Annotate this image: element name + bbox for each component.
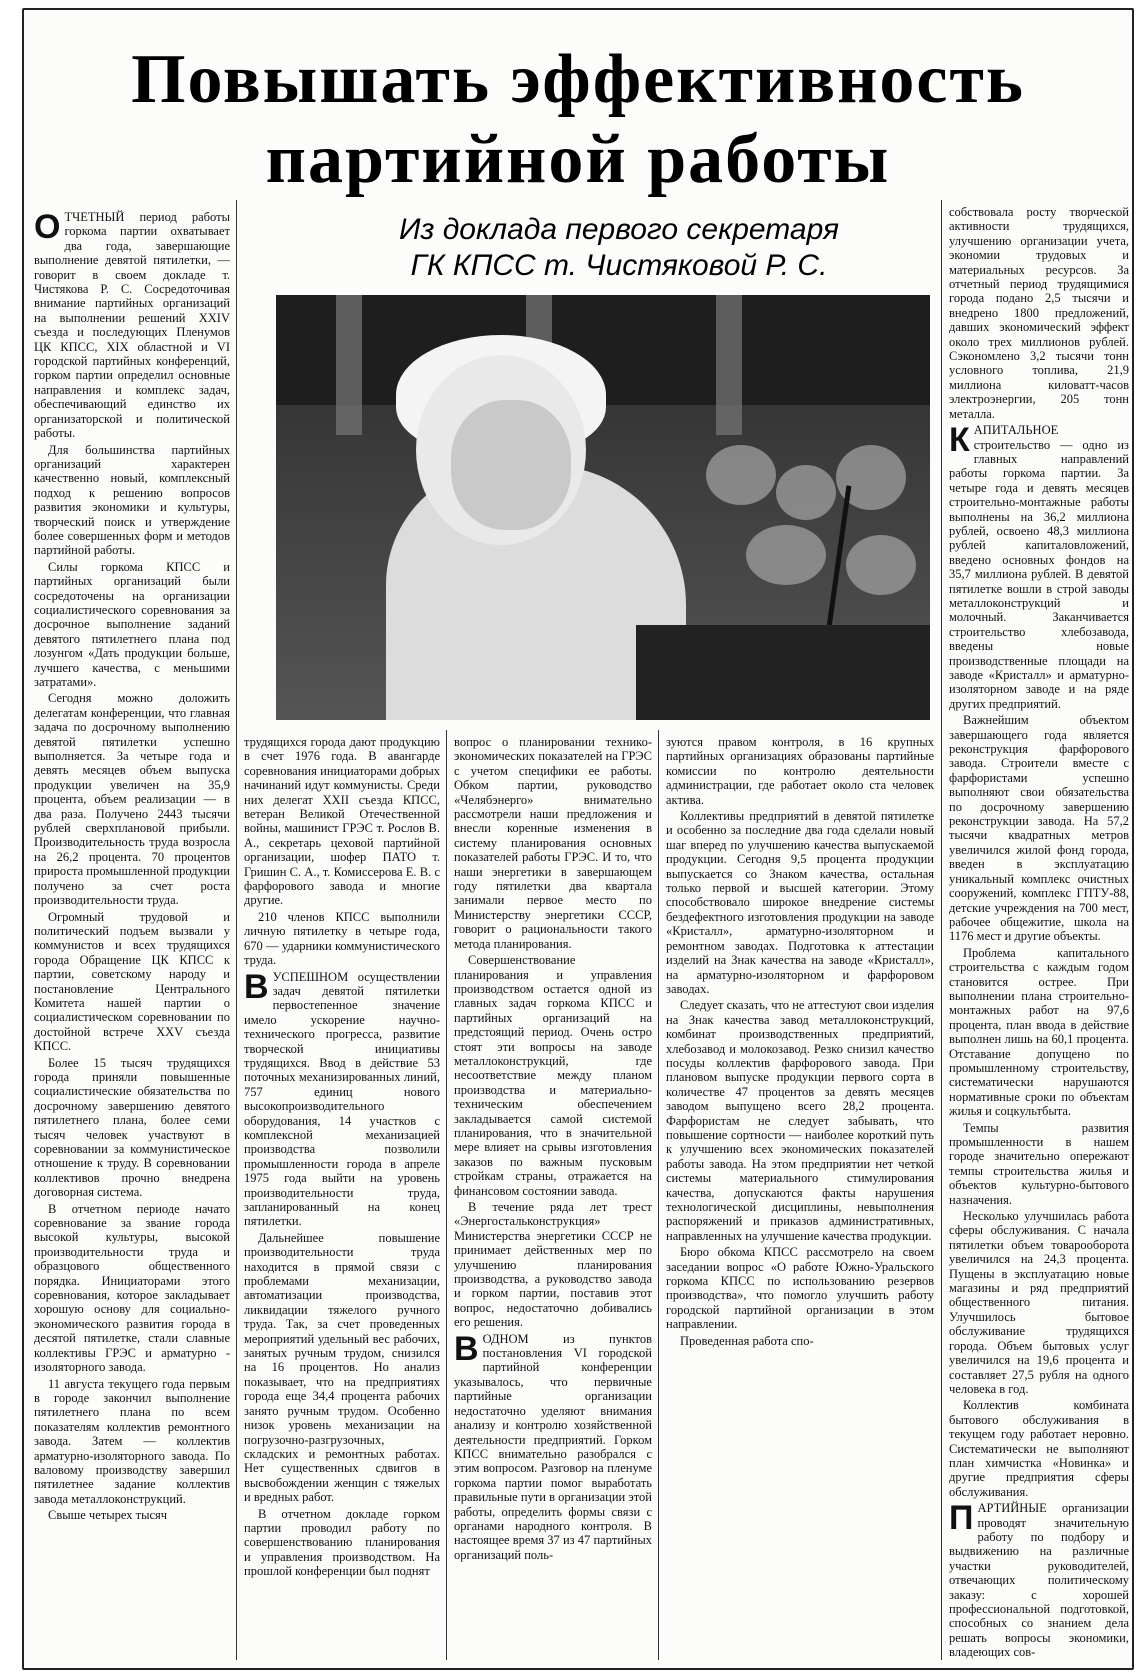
paragraph: 11 августа текущего года первым в городе закончил выполнение пятилетнего плана по всем показателям коллектив ремонтного завода. Затем — коллектив арматурно-изоляторного завода. По валовому производству завершил пятилетнее задание коллектив завода металлоконструкций. <box>34 1376 230 1506</box>
paragraph: Коллектив комбината бытового обслуживания в текущем году работает неровно. Систематически не выполняют план химчистка «Новинка» и другие предприятия сферы обслуживания. <box>949 1398 1129 1499</box>
paragraph: АПИТАЛЬНОЕ строительство — одно из главных направлений работы горкома партии. За четыре года и девять месяцев строительно-монтажные работы выполнены на 36,2 миллиона рублей, освоено 48,3 миллиона рублей капиталовложений, введено основных фондов на 35,7 миллиона рублей. В девятой пятилетке вошли в строй заводы металлоконструкций и молочный. Заканчивается строительство хлебозавода, введены новые производственные площади на заводе «Кристалл» и арматурно-изоляторном заводе и на ряде других предприятий. <box>949 423 1129 711</box>
paragraph: Коллективы предприятий в девятой пятилетке и особенно за последние два года сделали новый шаг вперед по улучшению качества выпускаемой продукции. Сегодня 9,5 процента продукции выпускается со Знаком качества, остальная только первой и высшей категории. Этому способствовало широкое внедрение системы бездефектного изготовления продукции на заводе «Кристалл», арматурно-изоляторном и ремонтном заводах. Подготовка к аттестации изделий на Знак качества на заводе «Кристалл», на арматурно-изоляторном и фарфоровом заводах. <box>666 809 934 996</box>
paragraph: ОДНОМ из пунктов постановления VI городской партийной конференции указывалось, что первичные партийные организации недостаточно уделяют внимания анализу и контролю хозяйственной деятельности предприятий. Горком КПСС внимательно разобрался с этим вопросом. Разговор на пленуме горкома партии помог выработать правильные пути в организации этой работы, определить формы связи с органами народного контроля. В настоящее время 37 из 47 партийных организаций поль- <box>454 1331 652 1562</box>
paragraph: Сегодня можно доложить делегатам конференции, что главная задача по досрочному выполнению девятой пятилетки успешно выполняется. За четыре года и девять месяцев объем выпуска продукции увеличен на 35,9 процента, объем реализации — в два раза. Получено 2443 тысячи рублей сверхплановой прибыли. Производительность труда возросла на 26,2 процента. 70 процентов прироста промышленной продукции получено за счет роста производительности труда. <box>34 691 230 908</box>
paragraph: Дальнейшее повышение производительности труда находится в прямой связи с проблемами механизации, автоматизации производства, ликвидации тяжелого ручного труда. Так, за счет проведенных мероприятий удельный вес рабочих, занятых ручным трудом, снизился на 16 процентов. Но анализ показывает, что на предприятиях города еще 34,4 процента рабочих занято ручным трудом. Особенно низок уровень механизации на погрузочно-разгрузочных, складских и ремонтных работах. Нет существенных сдвигов в высвобождении женщин с тяжелых и вредных работ. <box>244 1230 440 1505</box>
paragraph: Для большинства партийных организаций характерен качественно новый, комплексный подход к решению вопросов развития экономики и культуры, творческий поиск и утверждение более совершенных форм и методов партийной работы. <box>34 442 230 558</box>
drop-cap: О <box>34 210 61 246</box>
paragraph: УСПЕШНОМ осуществлении задач девятой пятилетки первостепенное значение имело ускорение научно-технического прогресса, развитие творческой инициативы трудящихся. Ввод в действие 53 поточных механизированных линий, 757 единиц нового высокопроизводительного оборудования, 14 участков с комплексной механизацией производства позволили промышленности города в апреле 1975 года выйти на уровень производительности труда, запланированный на конец пятилетки. <box>244 969 440 1229</box>
paragraph: Важнейшим объектом завершающего года является реконструкция фарфорового завода. Строители вместе с фарфористами успешно выполняют свои обязательства по досрочному завершению реконструкции завода. На 57,2 тысячи квадратных метров увеличился жилой фонд города, введен в эксплуатацию уникальный комплекс очистных сооружений, комплекс ГПТУ-88, детские учреждения на 700 мест, рабочее общежитие, школа на 1176 мест и другие объекты. <box>949 713 1129 944</box>
speaker-photo <box>276 295 930 720</box>
column-3 <box>454 735 652 1660</box>
paragraph: АРТИЙНЫЕ организации проводят значительную работу по подбору и выдвижению на различные участки руководителей, отвечающих политическому заказу: с хорошей профессиональной подготовкой, способных со знанием дела решать вопросы экономики, владеющих сов- <box>949 1501 1129 1660</box>
paragraph: зуются правом контроля, в 16 крупных партийных организациях образованы партийные комиссии по контролю деятельности администрации, где работает около ста человек актива. <box>666 735 934 807</box>
drop-cap: П <box>949 1499 974 1538</box>
paragraph: 210 членов КПСС выполнили личную пятилетку в четыре года, 670 — ударники коммунистического труда. <box>244 909 440 968</box>
subheadline-line-1: Из доклада первого секретаря <box>398 213 839 246</box>
drop-cap: В <box>244 967 269 1006</box>
column-2 <box>244 735 440 1660</box>
paragraph: вопрос о планировании технико- экономических показателей на ГРЭС с учетом специфики ее работы. Обком партии, руководство «Челябэнерго» внимательно рассмотрели наши предложения и внесли коренные изменения в систему планирования основных показателей работы ГРЭС. И то, что наши энергетики в завершающем году пятилетки два квартала занимали первое место по Министерству энергетики СССР, говорит о рациональности такого метода планирования. <box>454 735 652 951</box>
paragraph: Темпы развития промышленности в нашем городе значительно опережают темпы строительства жилья и объектов культурно-бытового назначения. <box>949 1120 1129 1207</box>
headline <box>24 40 1132 200</box>
paragraph: В течение ряда лет трест «Энергостальконструкция» Министерства энергетики СССР не принимает действенных мер по улучшению планирования производства, а руководство завода и горком партии, поставив этот вопрос, недостаточно добивались его решения. <box>454 1200 652 1330</box>
paragraph: Несколько улучшилась работа сферы обслуживания. С начала пятилетки объем товарооборота увеличился на 24,3 процента. Пущены в эксплуатацию новые магазины и ряд предприятий общественного питания. Улучшилось бытовое обслуживание трудящихся города. Объем бытовых услуг увеличился на 19,6 процента и составляет 27,5 рубля на одного человека в год. <box>949 1209 1129 1396</box>
paragraph: Совершенствование планирования и управления производством остается одной из главных задач горкома КПСС и партийных организаций на предстоящий период. Очень остро стоят эти вопросы на заводе металлоконструкций, где несоответствие между планом производства и материально-техническим обеспечением закладывается самой системой планирования, что в значительной мере влияет на срывы изготовления заказов по важным пусковым стройкам страны, отражается на финансовом состоянии завода. <box>454 953 652 1198</box>
column-4 <box>666 735 934 1660</box>
paragraph: Свыше четырех тысяч <box>48 1508 168 1523</box>
paragraph: В отчетном периоде начато соревнование за звание города высокой культуры, высокой производительности труда и образцового общественного порядка. Инициаторами этого соревнования, которое закладывает хорошую основу для социально-экономического развития города в десятой пятилетке, стали славные коллективы ГРЭС и арматурно - изоляторного завода. <box>34 1201 230 1375</box>
paragraph: Более 15 тысяч трудящихся города приняли повышенные социалистические обязательства по досрочному завершению девятого пятилетнего плана, более семи тысяч человек участвуют в соревновании за коммунистическое отношение к труду. В соревновании коллективов прочно внедрена договорная система. <box>34 1055 230 1200</box>
headline-line-1: Повышать эффективность <box>131 41 1025 118</box>
subheadline <box>324 212 914 284</box>
drop-cap: В <box>454 1329 479 1368</box>
paragraph: трудящихся города дают продукцию в счет 1976 года. В авангарде соревнования инициаторами добрых начинаний идут коммунисты. Среди них делегат XXII съезда КПСС, ветеран Великой Отечественной войны, машинист ГРЭС т. Рослов В. А., секретарь цеховой партийной организации, шофер ПАТО т. Гришин С. А., т. Комиссерова Е. В. с фарфорового завода и многие другие. <box>244 735 440 908</box>
column-1 <box>34 210 230 1660</box>
paragraph: Следует сказать, что не аттестуют свои изделия на Знак качества завод металлоконструкций, комбинат производственных предприятий, хлебозавод и молокозавод. Резко снизил качество посуды коллектив фарфорового завода. При плановом выпуске продукции первого сорта в количестве 47 процентов за девять месяцев заводом выпущено всего 28,2 процента. Фарфористам не следует забывать, что повышение сортности — наиболее короткий путь к улучшению всех экономических показателей работы завода. На этом предприятии нет четкой системы материального стимулирования качества, допускаются факты нарушения технологической дисциплины, невыполнения распоряжений и приказов административных, направленных на улучшение качества продукции. <box>666 998 934 1243</box>
paragraph: Огромный трудовой и политический подъем вызвали у коммунистов и всех трудящихся города Обращение ЦК КПСС к партии, советскому народу и постановление Центрального Комитета нашей партии о социалистическом соревновании по достойной встрече XXV съезда КПСС. <box>34 909 230 1054</box>
subheadline-line-2: ГК КПСС т. Чистяковой Р. С. <box>410 249 828 282</box>
paragraph: собствовала росту творческой активности трудящихся, улучшению организации учета, экономии трудовых и материальных ресурсов. За отчетный период трудящимися города подано 2,5 тысячи и внедрено 1800 предложений, давших экономический эффект около трех миллионов рублей. Сэкономлено 3,2 тысячи тонн условного топлива, 21,9 миллиона киловатт-часов электроэнергии, 205 тонн металла. <box>949 205 1129 421</box>
column-5 <box>949 205 1129 1660</box>
paragraph: Силы горкома КПСС и партийных организаций были сосредоточены на организации социалистического соревнования за досрочное выполнение заданий девятого пятилетнего плана под лозунгом «Дать продукции больше, лучшего качества, с меньшими затратами». <box>34 559 230 689</box>
paragraph: Проведенная работа спо- <box>680 1333 814 1348</box>
drop-cap: К <box>949 421 970 460</box>
newspaper-page <box>22 8 1134 1670</box>
paragraph: ТЧЕТНЫЙ период работы горкома партии охватывает два года, завершающие выполнение девятой пятилетки, — говорит в своем докладе т. Чистякова Р. С. Сосредоточивая внимание партийных организаций на выполнении решений XXIV съезда и последующих Пленумов ЦК КПСС, XIX областной и VI городской партийных конференций, горком партии определил основные направления и комплекс задач, обеспечивающий единство их организаторской и политической работы. <box>34 210 230 441</box>
paragraph: Проблема капитального строительства с каждым годом становится острее. При выполнении плана строительно-монтажных работ на 97,6 процента, план ввода в действие выполнен лишь на 60,1 процента. Отставание допущено по промышленному строительству, систематически нарушаются нормативные сроки по объектам жилья и соцкультбыта. <box>949 945 1129 1119</box>
headline-line-2: партийной работы <box>265 121 891 198</box>
paragraph: Бюро обкома КПСС рассмотрело на своем заседании вопрос «О работе Южно-Уральского горкома КПСС по использованию резервов производства», что помогло улучшить работу городской партийной организации в этом направлении. <box>666 1245 934 1332</box>
paragraph: В отчетном докладе горком партии проводил работу по совершенствованию планирования и управления производством. На прошлой конференции был поднят <box>244 1506 440 1579</box>
